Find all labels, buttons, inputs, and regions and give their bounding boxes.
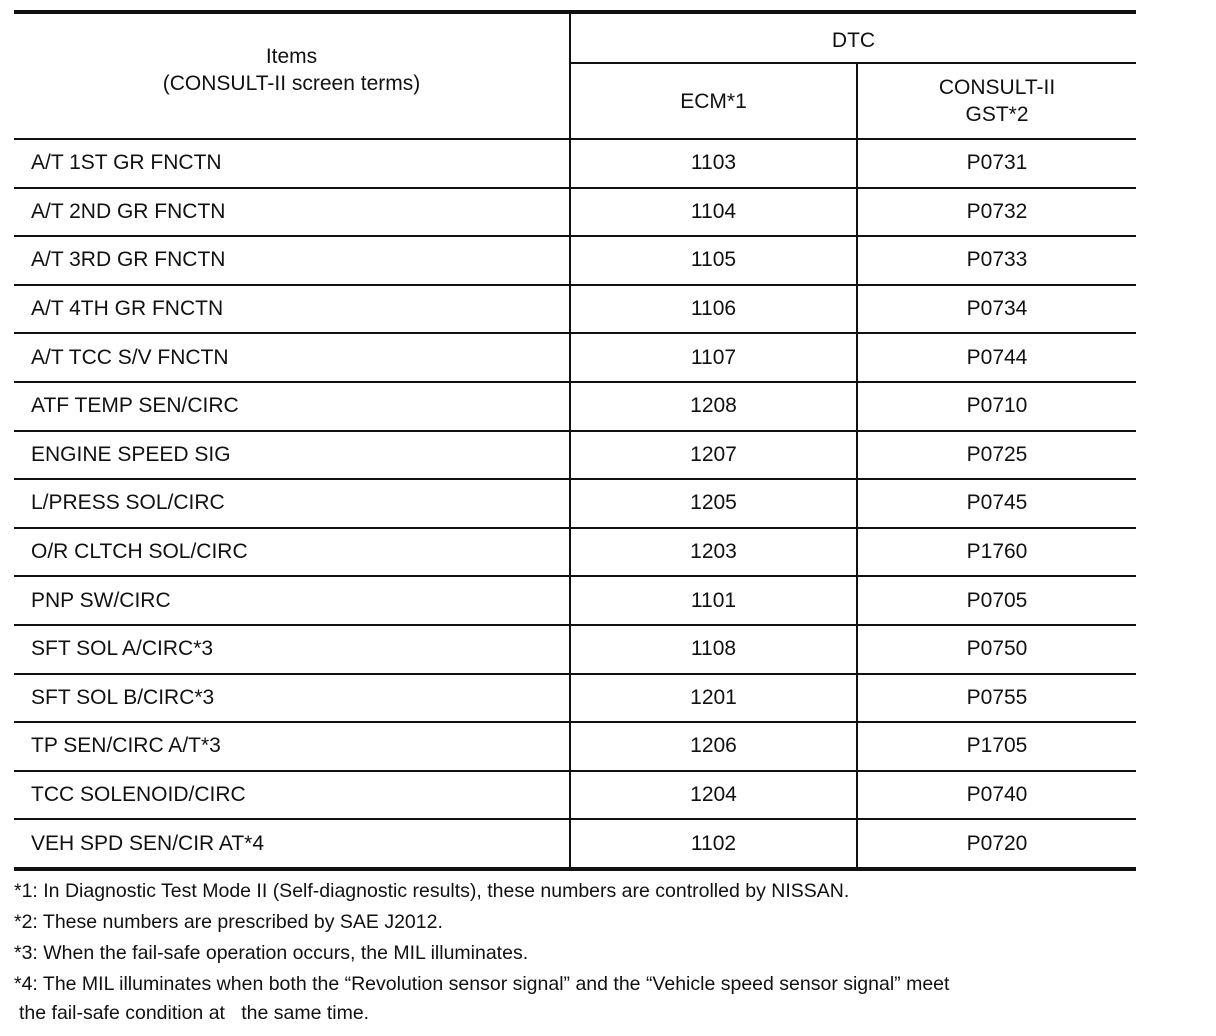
item-cell: PNP SW/CIRC [14,576,570,625]
table-row [14,576,1136,625]
table-row [14,479,1136,528]
table-row [14,382,1136,431]
footnote-2: *2: These numbers are prescribed by SAE J2012. [14,911,443,933]
gst-code-cell: P0732 [857,188,1136,237]
item-cell: A/T TCC S/V FNCTN [14,333,570,382]
gst-header-line2: GST*2 [965,103,1029,126]
footnotes [14,876,1204,1027]
gst-code-cell: P0720 [857,819,1136,869]
dtc-group-header [570,12,1136,63]
footnote-1: *1: In Diagnostic Test Mode II (Self-diagnostic results), these numbers are controlled by NISSAN. [14,880,850,902]
ecm-code-cell: 1204 [570,771,857,820]
footnote-4: *4: The MIL illuminates when both the “Revolution sensor signal” and the “Vehicle speed sensor signal” meet [14,973,950,995]
table-row [14,431,1136,480]
gst-code-cell: P0731 [857,139,1136,188]
item-cell: TP SEN/CIRC A/T*3 [14,722,570,771]
gst-code-cell: P0755 [857,674,1136,723]
ecm-code-cell: 1106 [570,285,857,334]
table-row [14,674,1136,723]
item-cell: SFT SOL B/CIRC*3 [14,674,570,723]
item-cell: A/T 1ST GR FNCTN [14,139,570,188]
ecm-code-cell: 1107 [570,333,857,382]
gst-code-cell: P0750 [857,625,1136,674]
table-row [14,819,1136,869]
gst-column-header [857,63,1136,139]
table-row [14,771,1136,820]
ecm-code-cell: 1203 [570,528,857,577]
table-row [14,722,1136,771]
item-cell: VEH SPD SEN/CIR AT*4 [14,819,570,869]
items-header-subtitle: (CONSULT-II screen terms) [162,72,421,95]
gst-code-cell: P0744 [857,333,1136,382]
gst-code-cell: P0733 [857,236,1136,285]
ecm-code-cell: 1105 [570,236,857,285]
gst-code-cell: P0734 [857,285,1136,334]
footnote-3: *3: When the fail-safe operation occurs, the MIL illuminates. [14,942,529,964]
ecm-code-cell: 1101 [570,576,857,625]
ecm-code-cell: 1205 [570,479,857,528]
item-cell: ATF TEMP SEN/CIRC [14,382,570,431]
ecm-code-cell: 1104 [570,188,857,237]
footnote-4-continuation: the fail-safe condition at the same time. [19,1002,370,1024]
gst-code-cell: P0710 [857,382,1136,431]
gst-header-line1: CONSULT-II [938,76,1056,99]
gst-code-cell: P1705 [857,722,1136,771]
item-cell: SFT SOL A/CIRC*3 [14,625,570,674]
dtc-header-label: DTC [831,28,876,52]
item-cell: TCC SOLENOID/CIRC [14,771,570,820]
table-row [14,528,1136,577]
item-cell: A/T 4TH GR FNCTN [14,285,570,334]
ecm-code-cell: 1108 [570,625,857,674]
table-row [14,188,1136,237]
ecm-code-cell: 1206 [570,722,857,771]
ecm-header-label: ECM*1 [680,89,747,113]
ecm-code-cell: 1201 [570,674,857,723]
gst-code-cell: P1760 [857,528,1136,577]
ecm-code-cell: 1102 [570,819,857,869]
ecm-code-cell: 1103 [570,139,857,188]
table-row [14,333,1136,382]
item-cell: L/PRESS SOL/CIRC [14,479,570,528]
table-row [14,236,1136,285]
item-cell: A/T 2ND GR FNCTN [14,188,570,237]
items-column-header [14,12,570,139]
table-row [14,139,1136,188]
table-row [14,625,1136,674]
ecm-code-cell: 1208 [570,382,857,431]
gst-code-cell: P0740 [857,771,1136,820]
items-header-title: Items [265,45,318,68]
table-row [14,285,1136,334]
dtc-table [14,10,1136,871]
gst-code-cell: P0725 [857,431,1136,480]
item-cell: ENGINE SPEED SIG [14,431,570,480]
gst-code-cell: P0705 [857,576,1136,625]
ecm-column-header [570,63,857,139]
item-cell: O/R CLTCH SOL/CIRC [14,528,570,577]
gst-code-cell: P0745 [857,479,1136,528]
ecm-code-cell: 1207 [570,431,857,480]
item-cell: A/T 3RD GR FNCTN [14,236,570,285]
